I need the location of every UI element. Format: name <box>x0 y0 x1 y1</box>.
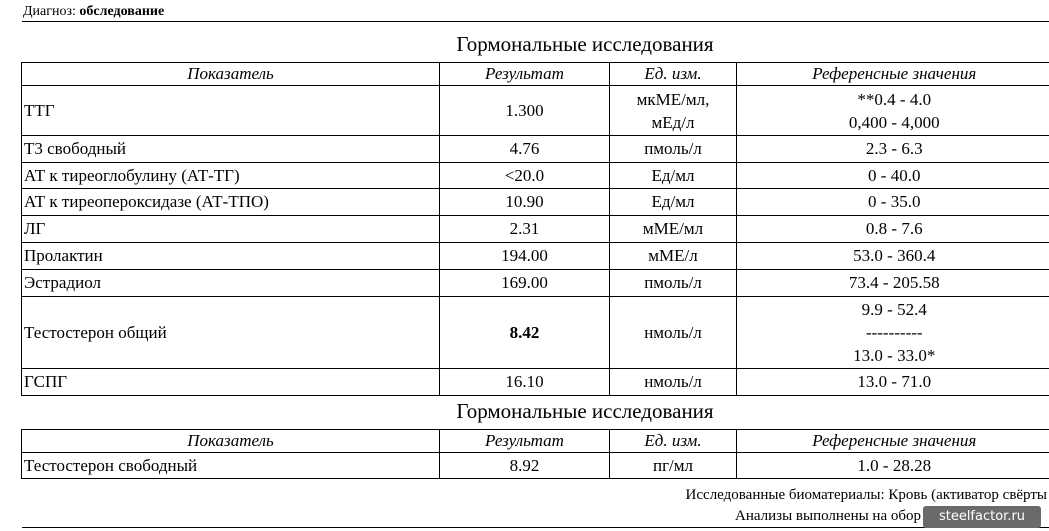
row-name: Т3 свободный <box>22 136 440 163</box>
row-result: 1.300 <box>440 86 610 136</box>
top-divider <box>22 21 1049 22</box>
row-reference <box>737 86 1049 136</box>
row-reference <box>737 297 1049 369</box>
row-reference: 13.0 - 71.0 <box>737 369 1049 396</box>
bottom-divider <box>22 527 1049 528</box>
row-unit: Ед/мл <box>610 163 737 189</box>
table-row <box>22 86 1049 136</box>
col-header-result: Результат <box>440 430 610 453</box>
col-header-unit: Ед. изм. <box>610 430 737 453</box>
row-unit: нмоль/л <box>610 369 737 396</box>
row-name: ГСПГ <box>22 369 440 396</box>
table-row <box>22 163 1049 189</box>
row-reference-line: **0.4 - 4.0 <box>857 89 932 109</box>
col-header-indicator: Показатель <box>22 430 440 453</box>
footer-performed: Анализы выполнены на обор <box>735 508 921 524</box>
row-result: 2.31 <box>440 216 610 243</box>
row-unit: мМЕ/л <box>610 243 737 270</box>
row-result: 10.90 <box>440 189 610 216</box>
section1-header-row <box>22 63 1049 86</box>
row-reference-line: 9.9 - 52.4 <box>861 300 927 319</box>
row-result: 8.92 <box>440 453 610 479</box>
row-unit-line: мЕд/л <box>651 112 695 132</box>
col-header-reference: Референсные значения <box>737 430 1049 453</box>
table-row <box>22 243 1049 270</box>
row-result: <20.0 <box>440 163 610 189</box>
diagnosis-value: обследование <box>79 4 165 19</box>
row-unit: пг/мл <box>610 453 737 479</box>
row-reference-line: 13.0 - 33.0* <box>853 346 936 365</box>
table-row <box>22 453 1049 479</box>
row-name: ТТГ <box>22 86 440 136</box>
col-header-result: Результат <box>440 63 610 86</box>
row-unit: нмоль/л <box>610 297 737 369</box>
row-reference: 1.0 - 28.28 <box>737 453 1049 479</box>
section1-title: Гормональные исследования <box>456 32 714 56</box>
row-name: Пролактин <box>22 243 440 270</box>
section1-table <box>21 62 1049 396</box>
row-name: Тестостерон свободный <box>22 453 440 479</box>
col-header-indicator: Показатель <box>22 63 440 86</box>
row-name: ЛГ <box>22 216 440 243</box>
diagnosis-line <box>23 3 164 21</box>
table-row <box>22 369 1049 396</box>
row-unit: мМЕ/мл <box>610 216 737 243</box>
row-result: 16.10 <box>440 369 610 396</box>
section2-title: Гормональные исследования <box>456 399 714 423</box>
table-row <box>22 216 1049 243</box>
row-unit: пмоль/л <box>610 270 737 297</box>
row-name: Тестостерон общий <box>22 297 440 369</box>
col-header-unit: Ед. изм. <box>610 63 737 86</box>
row-unit: пмоль/л <box>610 136 737 163</box>
row-reference: 2.3 - 6.3 <box>737 136 1049 163</box>
row-result: 8.42 <box>440 297 610 369</box>
footer-biomaterials: Исследованные биоматериалы: Кровь (активатор свёрты <box>685 487 1047 503</box>
row-result: 4.76 <box>440 136 610 163</box>
section2-header-row <box>22 430 1049 453</box>
table-row <box>22 189 1049 216</box>
row-unit <box>610 86 737 136</box>
col-header-reference: Референсные значения <box>737 63 1049 86</box>
row-result: 194.00 <box>440 243 610 270</box>
row-reference: 0 - 40.0 <box>737 163 1049 189</box>
row-unit: Ед/мл <box>610 189 737 216</box>
row-name: АТ к тиреоглобулину (АТ-ТГ) <box>22 163 440 189</box>
section2-table <box>21 429 1049 479</box>
row-unit-line: мкМЕ/мл, <box>636 89 710 109</box>
row-name: АТ к тиреопероксидазе (АТ-ТПО) <box>22 189 440 216</box>
row-reference: 53.0 - 360.4 <box>737 243 1049 270</box>
row-name: Эстрадиол <box>22 270 440 297</box>
diagnosis-label: Диагноз: <box>23 4 76 19</box>
row-reference-line: ---------- <box>865 323 923 342</box>
row-reference: 0 - 35.0 <box>737 189 1049 216</box>
row-result: 169.00 <box>440 270 610 297</box>
row-reference-line: 0,400 - 4,000 <box>848 112 940 132</box>
row-reference: 0.8 - 7.6 <box>737 216 1049 243</box>
table-row <box>22 136 1049 163</box>
table-row <box>22 270 1049 297</box>
table-row <box>22 297 1049 369</box>
watermark-badge: steelfactor.ru <box>923 506 1041 528</box>
row-reference: 73.4 - 205.58 <box>737 270 1049 297</box>
